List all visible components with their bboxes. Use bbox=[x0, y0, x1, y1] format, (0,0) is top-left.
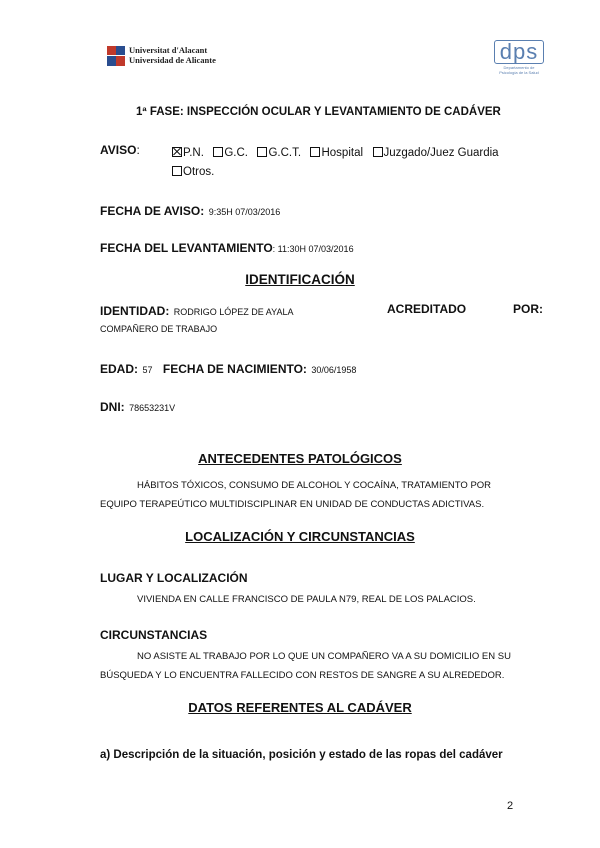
dni-row: DNI: 78653231V bbox=[100, 400, 176, 414]
circunstancias-line1: NO ASISTE AL TRABAJO POR LO QUE UN COMPAÑERO VA A SU DOMICILIO EN SU bbox=[137, 651, 511, 662]
fecha-nacimiento-value: 30/06/1958 bbox=[311, 365, 357, 375]
dni-label: DNI bbox=[100, 400, 121, 414]
edad-value: 57 bbox=[142, 365, 153, 375]
checkbox-checked-icon[interactable] bbox=[172, 147, 182, 157]
identidad-row bbox=[100, 302, 543, 320]
aviso-option-pn[interactable]: P.N. bbox=[172, 147, 204, 159]
ua-logo bbox=[106, 44, 236, 68]
dps-logo-mark: dps bbox=[494, 40, 544, 64]
university-name-ca: Universitat d'Alacant bbox=[129, 45, 208, 55]
fecha-levantamiento-value: : 11:30H 07/03/2016 bbox=[272, 244, 354, 254]
acreditado-value: COMPAÑERO DE TRABAJO bbox=[100, 324, 218, 334]
fecha-aviso bbox=[100, 202, 280, 220]
aviso-options-row2 bbox=[172, 162, 219, 180]
circunstancias-line2: BÚSQUEDA Y LO ENCUENTRA FALLECIDO CON RESTOS DE SANGRE A SU ALREDEDOR. bbox=[100, 670, 505, 681]
localizacion-heading: LOCALIZACIÓN Y CIRCUNSTANCIAS bbox=[185, 529, 415, 544]
fecha-levantamiento bbox=[100, 239, 354, 257]
aviso-option-otros[interactable]: Otros. bbox=[172, 166, 214, 178]
aviso-option-gct[interactable]: G.C.T. bbox=[257, 147, 301, 159]
identidad-label: IDENTIDAD: bbox=[100, 304, 170, 318]
antecedentes-line1: HÁBITOS TÓXICOS, CONSUMO DE ALCOHOL Y COCAÍNA, TRATAMIENTO POR bbox=[137, 480, 492, 491]
antecedentes-heading: ANTECEDENTES PATOLÓGICOS bbox=[198, 451, 402, 466]
aviso-option-juzgado[interactable]: Juzgado/Juez Guardia bbox=[373, 147, 499, 159]
checkbox-icon[interactable] bbox=[172, 166, 182, 176]
page-title: 1ª FASE: INSPECCIÓN OCULAR Y LEVANTAMIENTO DE CADÁVER bbox=[136, 106, 501, 118]
datos-cadaver-item-a: a) Descripción de la situación, posición y estado de las ropas del cadáver bbox=[100, 749, 503, 761]
ua-emblem-icon bbox=[106, 45, 126, 67]
aviso-option-gc[interactable]: G.C. bbox=[213, 147, 248, 159]
dps-logo bbox=[494, 40, 544, 74]
antecedentes-line2: EQUIPO TERAPEÚTICO MULTIDISCIPLINAR EN UNIDAD DE CONDUCTAS ADICTIVAS. bbox=[100, 499, 485, 510]
datos-cadaver-heading: DATOS REFERENTES AL CADÁVER bbox=[188, 700, 412, 715]
lugar-label: LUGAR Y LOCALIZACIÓN bbox=[100, 571, 248, 585]
checkbox-icon[interactable] bbox=[310, 147, 320, 157]
fecha-nacimiento-label: FECHA DE NACIMIENTO: bbox=[162, 362, 307, 376]
university-name-es: Universidad de Alicante bbox=[129, 54, 216, 65]
checkbox-icon[interactable] bbox=[373, 147, 383, 157]
dps-logo-sub2: Psicología de la Salud bbox=[499, 70, 539, 75]
lugar-value: VIVIENDA EN CALLE FRANCISCO DE PAULA N79, REAL DE LOS PALACIOS. bbox=[137, 594, 476, 605]
fecha-levantamiento-label: FECHA DEL LEVANTAMIENTO bbox=[100, 241, 273, 255]
identidad-value: RODRIGO LÓPEZ DE AYALA bbox=[173, 307, 294, 317]
aviso-options-row1 bbox=[172, 143, 504, 161]
edad-row bbox=[100, 360, 356, 378]
aviso-label: AVISO: bbox=[100, 143, 140, 157]
checkbox-icon[interactable] bbox=[257, 147, 267, 157]
fecha-aviso-label: FECHA DE AVISO: bbox=[100, 204, 205, 218]
circunstancias-label: CIRCUNSTANCIAS bbox=[100, 628, 208, 642]
dni-value: 78653231V bbox=[129, 403, 176, 413]
acreditado-label: ACREDITADO bbox=[387, 302, 467, 316]
checkbox-icon[interactable] bbox=[213, 147, 223, 157]
aviso-option-hospital[interactable]: Hospital bbox=[310, 147, 363, 159]
page-number: 2 bbox=[507, 800, 514, 812]
por-label: POR: bbox=[513, 302, 543, 316]
edad-label: EDAD: bbox=[100, 362, 138, 376]
fecha-aviso-value: 9:35H 07/03/2016 bbox=[208, 207, 281, 217]
dps-logo-sub1: Departamento de bbox=[503, 65, 535, 70]
identificacion-heading: IDENTIFICACIÓN bbox=[245, 272, 355, 287]
